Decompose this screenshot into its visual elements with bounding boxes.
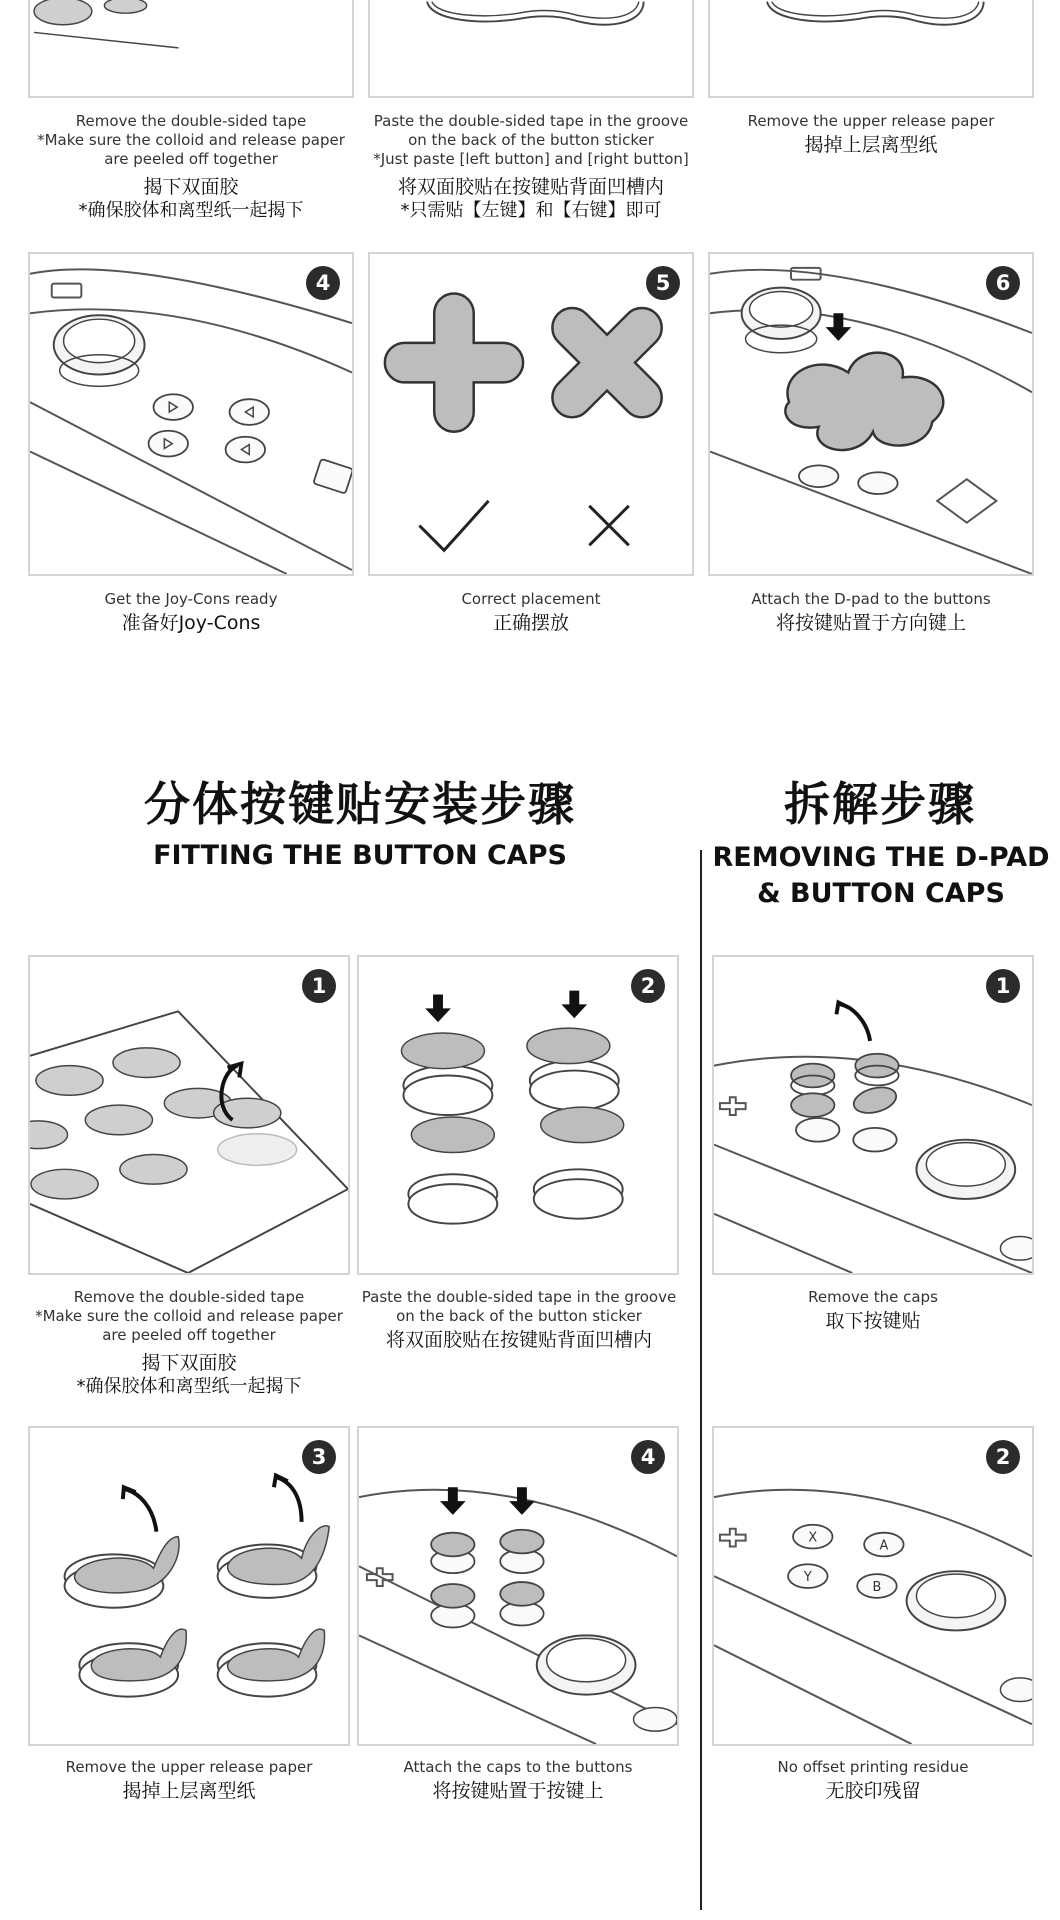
placement-illustration bbox=[370, 254, 692, 574]
step-4-caption: Get the Joy-Cons ready 准备好Joy-Cons bbox=[104, 590, 278, 634]
removing-step-1-caption: Remove the caps 取下按键贴 bbox=[808, 1288, 938, 1332]
fitting-step-4-caption: Attach the caps to the buttons 将按键贴置于按键上 bbox=[403, 1758, 633, 1802]
top-caption-2: Paste the double-sided tape in the groove on the back of the button sticker *Just paste [left button] and [right button] 将双面胶贴在按键贴背面凹槽内 *只需贴【左键】和【右键】即可 bbox=[373, 112, 689, 221]
face-letter-a: A bbox=[879, 1538, 889, 1554]
top-panel-1 bbox=[28, 0, 354, 98]
removing-title-en-1: REMOVING THE D-PAD bbox=[712, 842, 1050, 873]
step-5-panel bbox=[368, 252, 694, 576]
step-number-badge: 1 bbox=[986, 969, 1020, 1003]
step-number-badge: 5 bbox=[646, 266, 680, 300]
top-caption-3: Remove the upper release paper 揭掉上层离型纸 bbox=[747, 112, 995, 156]
section-divider bbox=[700, 850, 702, 1910]
face-letter-x: X bbox=[808, 1530, 818, 1546]
removing-step-1-panel bbox=[712, 955, 1034, 1275]
peel-release-paper-illustration bbox=[30, 1428, 348, 1744]
fitting-title-en: FITTING THE BUTTON CAPS bbox=[153, 840, 567, 871]
release-paper-illustration bbox=[710, 0, 1032, 96]
step-number-badge: 3 bbox=[302, 1440, 336, 1474]
top-panel-3 bbox=[708, 0, 1034, 98]
fitting-step-2-panel bbox=[357, 955, 679, 1275]
face-letter-y: Y bbox=[803, 1570, 812, 1586]
attach-caps-illustration bbox=[359, 1428, 677, 1744]
step-6-panel bbox=[708, 252, 1034, 576]
button-sticker-illustration bbox=[370, 0, 692, 96]
step-5-caption: Correct placement 正确摆放 bbox=[461, 590, 601, 634]
step-number-badge: 1 bbox=[302, 969, 336, 1003]
step-number-badge: 4 bbox=[306, 266, 340, 300]
remove-caps-illustration bbox=[714, 957, 1032, 1273]
no-residue-illustration bbox=[714, 1428, 1032, 1744]
step-6-caption: Attach the D-pad to the buttons 将按键贴置于方向键上 bbox=[751, 590, 991, 634]
removing-step-2-caption: No offset printing residue 无胶印残留 bbox=[777, 1758, 969, 1802]
removing-title-en-2: & BUTTON CAPS bbox=[757, 878, 1005, 909]
joycons-ready-illustration bbox=[30, 254, 352, 574]
fitting-step-2-caption: Paste the double-sided tape in the groove on the back of the button sticker 将双面胶贴在按键贴背面凹槽内 bbox=[361, 1288, 677, 1351]
attach-dpad-illustration bbox=[710, 254, 1032, 574]
face-letter-b: B bbox=[872, 1579, 882, 1595]
fitting-step-4-panel bbox=[357, 1426, 679, 1746]
top-panel-2 bbox=[368, 0, 694, 98]
step-number-badge: 6 bbox=[986, 266, 1020, 300]
step-4-panel bbox=[28, 252, 354, 576]
removing-step-2-panel bbox=[712, 1426, 1034, 1746]
fitting-step-3-caption: Remove the upper release paper 揭掉上层离型纸 bbox=[65, 1758, 313, 1802]
peel-tape-illustration bbox=[30, 957, 348, 1273]
tape-sheet-illustration bbox=[30, 0, 352, 96]
fitting-step-1-panel bbox=[28, 955, 350, 1275]
paste-tape-illustration bbox=[359, 957, 677, 1273]
step-number-badge: 4 bbox=[631, 1440, 665, 1474]
step-number-badge: 2 bbox=[631, 969, 665, 1003]
fitting-title-cn: 分体按键贴安装步骤 bbox=[144, 777, 576, 831]
top-caption-1: Remove the double-sided tape *Make sure the colloid and release paper are peeled off together 揭下双面胶 *确保胶体和离型纸一起揭下 bbox=[37, 112, 345, 221]
removing-title-cn: 拆解步骤 bbox=[784, 777, 976, 831]
fitting-step-1-caption: Remove the double-sided tape *Make sure the colloid and release paper are peeled off together 揭下双面胶 *确保胶体和离型纸一起揭下 bbox=[35, 1288, 343, 1397]
fitting-step-3-panel bbox=[28, 1426, 350, 1746]
step-number-badge: 2 bbox=[986, 1440, 1020, 1474]
